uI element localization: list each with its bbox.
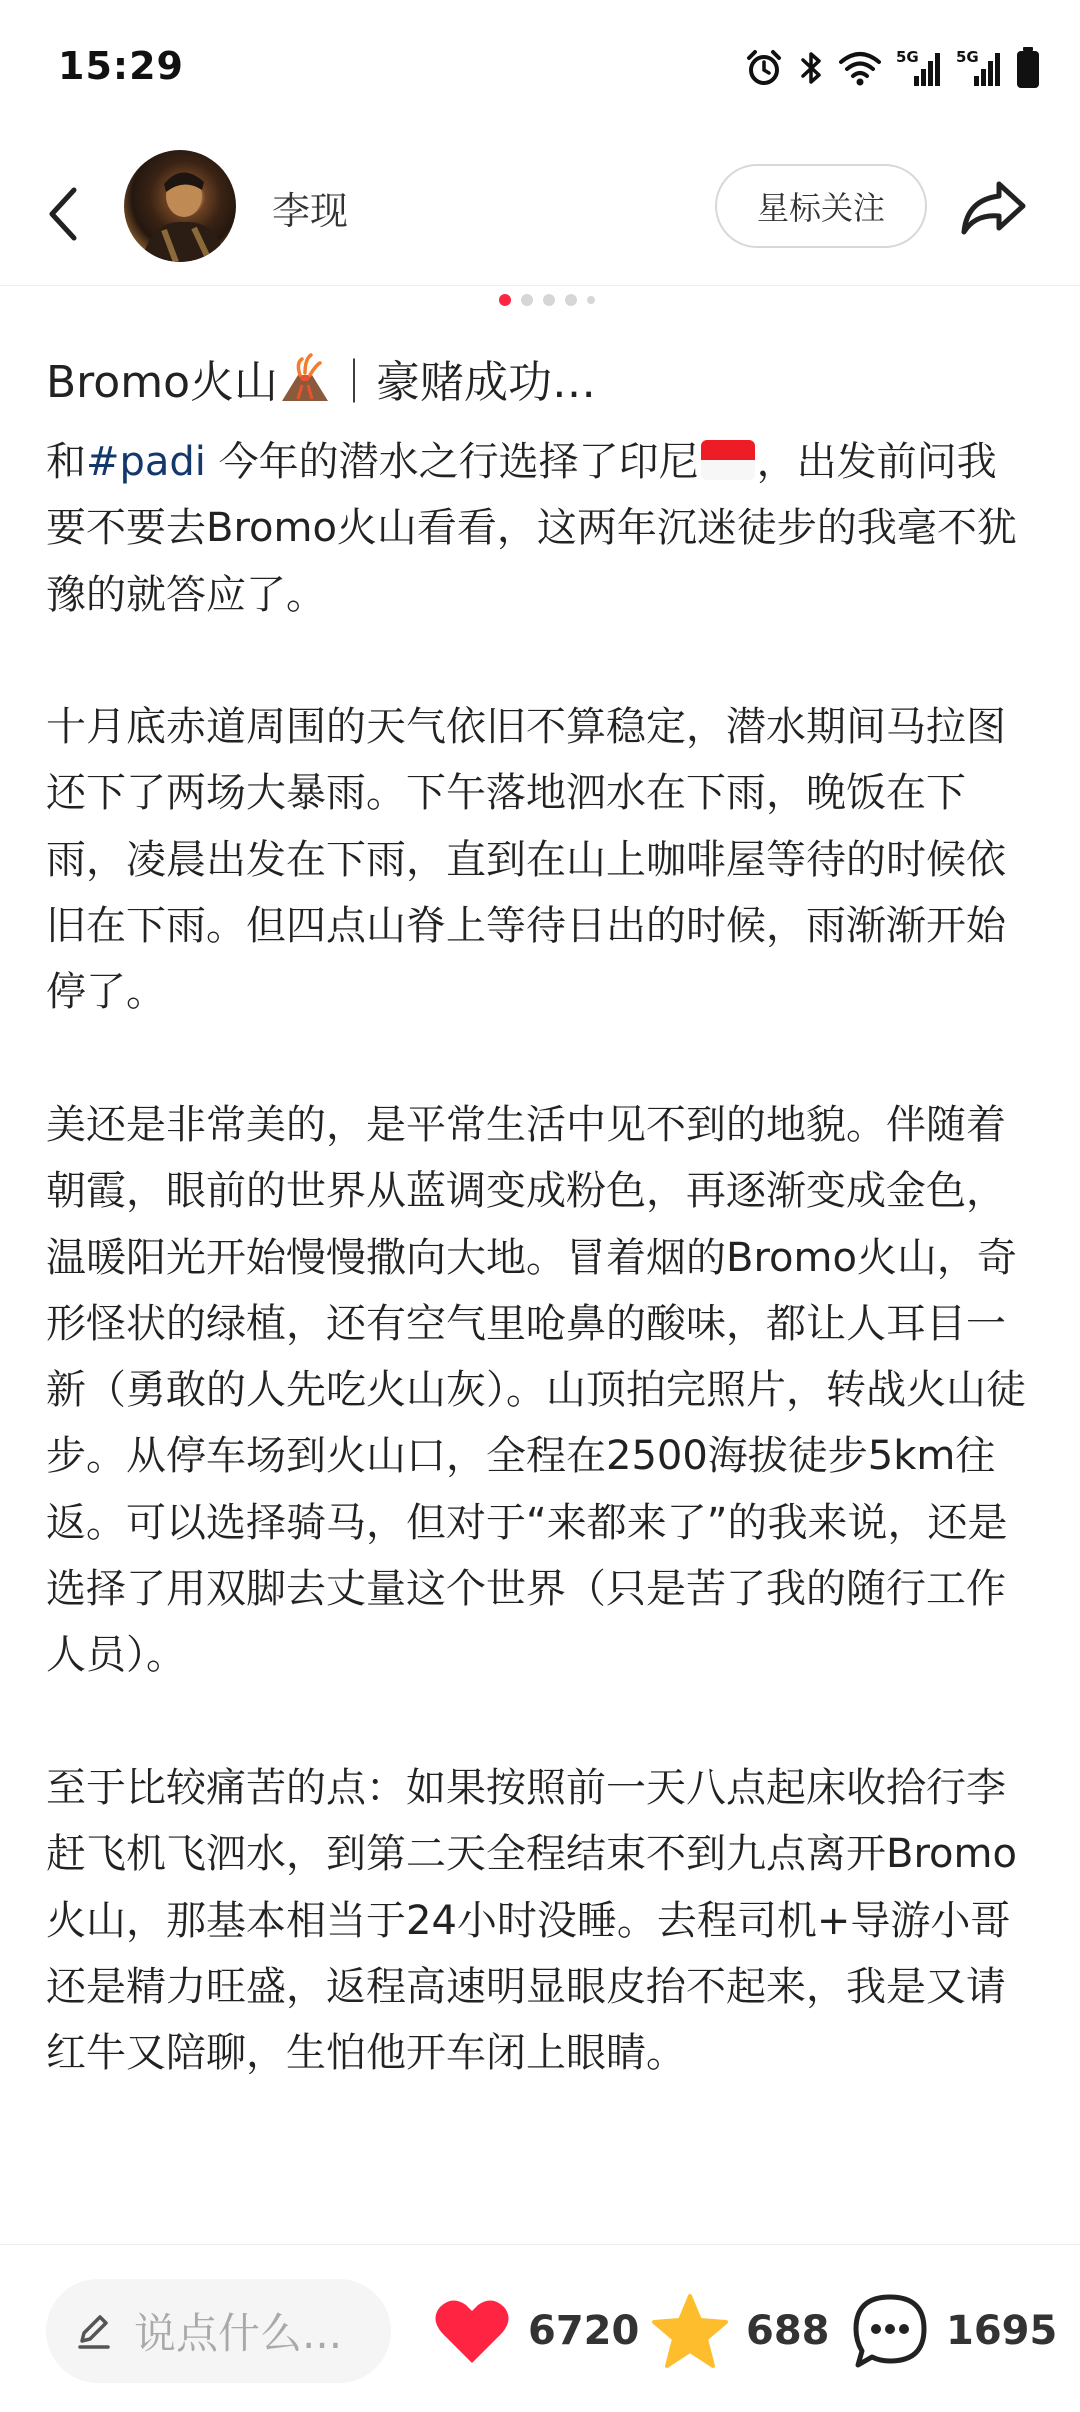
paragraph-text: ，出发前问我要不要去Bromo火山看看，这两年沉迷徒步的我毫不犹豫的就答应了。 [46, 439, 1017, 618]
status-bar [0, 0, 1080, 140]
pencil-icon [74, 2311, 114, 2351]
network-label: 5G [956, 48, 979, 66]
follow-button[interactable]: 星标关注 [715, 164, 927, 248]
comment-input[interactable] [46, 2279, 391, 2383]
share-button[interactable] [955, 170, 1031, 246]
paragraph-text: 和 [46, 439, 86, 485]
avatar-image [124, 150, 236, 262]
wifi-icon [838, 50, 882, 86]
paragraph-1 [46, 429, 1036, 628]
engagement-bar [0, 2244, 1080, 2412]
image-carousel-indicator [0, 292, 1080, 308]
collect-count: 688 [746, 2308, 830, 2354]
carousel-dot [543, 294, 555, 306]
comment-placeholder: 说点什么... [134, 2309, 343, 2358]
heart-icon [432, 2295, 512, 2367]
paragraph-4: 至于比较痛苦的点：如果按照前一天八点起床收拾行李赶飞机飞泗水，到第二天全程结束不到九点离开Bromo火山，那基本相当于24小时没睡。去程司机+导游小哥还是精力旺盛，返程高速明显眼皮抬不起来，我是又请红牛又陪聊，生怕他开车闭上眼睛。 [46, 1764, 1017, 2077]
comment-bubble-icon [850, 2291, 930, 2371]
paragraph-2: 十月底赤道周围的天气依旧不算稳定，潜水期间马拉图还下了两场大暴雨。下午落地泗水在下雨，晚饭在下雨，凌晨出发在下雨，直到在山上咖啡屋等待的时候依旧在下雨。但四点山脊上等待日出的时候，雨渐渐开始停了。 [46, 704, 1006, 1016]
paragraph-text: 今年的潜水之行选择了印尼 [205, 439, 699, 485]
post-body [46, 429, 1036, 2086]
note-content [46, 345, 1036, 2086]
author-name[interactable]: 李现 [272, 189, 349, 233]
status-time: 15:29 [58, 44, 184, 88]
hashtag-link[interactable]: #padi [86, 439, 206, 485]
paragraph-3: 美还是非常美的，是平常生活中见不到的地貌。伴随着朝霞，眼前的世界从蓝调变成粉色，再逐渐变成金色，温暖阳光开始慢慢撒向大地。冒着烟的Bromo火山，奇形怪状的绿植，还有空气里呛鼻的酸味，都让人耳目一新（勇敢的人先吃火山灰）。山顶拍完照片，转战火山徒步。从停车场到火山口，全程在2500海拔徒步5km往返。可以选择骑马，但对于“来都来了”的我来说，还是选择了用双脚去丈量这个世界（只是苦了我的随行工作人员）。 [46, 1101, 1026, 1679]
indonesia-flag-icon [701, 440, 755, 480]
bluetooth-icon [798, 48, 824, 88]
post-title [46, 345, 1036, 421]
network-label: 5G [896, 48, 919, 66]
share-arrow-icon [959, 178, 1027, 238]
like-button[interactable] [432, 2285, 639, 2377]
comment-button[interactable] [850, 2285, 1057, 2377]
signal-5g-icon [896, 48, 942, 88]
alarm-icon [744, 48, 784, 88]
carousel-dot [521, 294, 533, 306]
carousel-dot [565, 294, 577, 306]
post-title-rest: ｜豪赌成功… [332, 357, 597, 408]
chevron-left-icon [44, 184, 84, 244]
carousel-dot [587, 296, 595, 304]
like-count: 6720 [528, 2308, 640, 2354]
status-icons [744, 46, 1040, 90]
author-avatar[interactable] [124, 150, 236, 262]
signal-5g-icon [956, 48, 1002, 88]
collect-button[interactable] [650, 2285, 830, 2377]
back-button[interactable] [34, 174, 94, 254]
note-header [0, 140, 1080, 286]
star-icon [650, 2292, 730, 2370]
battery-icon [1016, 47, 1040, 89]
carousel-dot-active [499, 294, 511, 306]
post-title-main: Bromo火山 [46, 357, 279, 408]
comment-count: 1695 [946, 2308, 1058, 2354]
volcano-icon [278, 351, 332, 405]
